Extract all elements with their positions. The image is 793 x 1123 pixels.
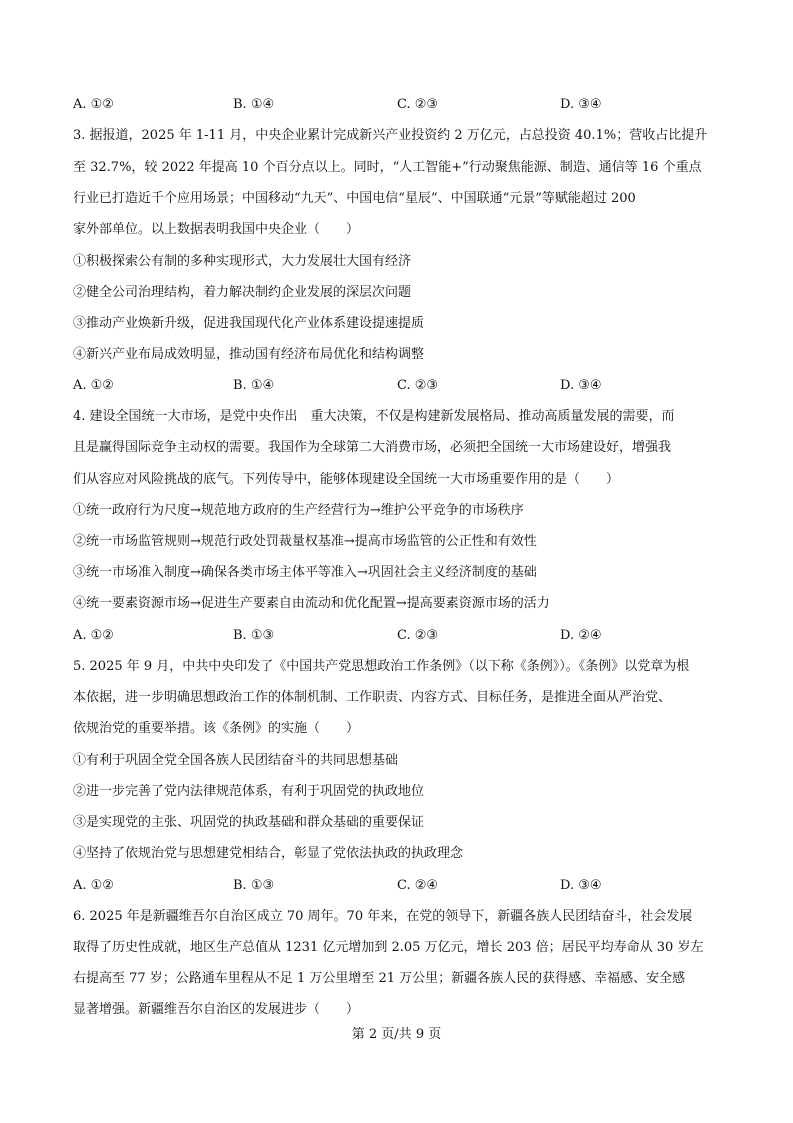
q3-option-d: D. ③④ [560,378,602,393]
q3-options [73,378,723,394]
q4-item-1: ①统一政府行为尺度→规范地方政府的生产经营行为→维护公平竞争的市场秩序 [73,503,524,518]
q3-stem-line-1: 3. 据报道，2025 年 1-11 月，中央企业累计完成新兴产业投资约 2 万亿元，占总投资 40.1%；营收占比提升 [73,128,708,143]
q6-stem-line-2: 取得了历史性成就，地区生产总值从 1231 亿元增加到 2.05 万亿元，增长 203 倍；居民平均寿命从 30 岁左 [73,940,704,955]
q6-stem-line-4: 显著增强。新疆维吾尔自治区的发展进步（ ） [73,1002,360,1017]
q5-option-a: A. ①② [73,878,114,893]
q2-option-d: D. ③④ [560,97,602,112]
q4-item-4: ④统一要素资源市场→促进生产要素自由流动和优化配置→提高要素资源市场的活力 [73,596,550,611]
q4-option-b: B. ①③ [233,628,275,643]
q6-stem-line-3: 右提高至 77 岁；公路通车里程从不足 1 万公里增至 21 万公里；新疆各族人民的获得感、幸福感、安全感 [73,971,686,986]
q3-stem-line-3: 行业已打造近千个应用场景；中国移动“九天”、中国电信“星辰”、中国联通“元景”等赋能超过 200 [73,191,636,206]
q6-stem-line-1: 6. 2025 年是新疆维吾尔自治区成立 70 周年。70 年来，在党的领导下，新疆各族人民团结奋斗，社会发展 [73,909,693,924]
q4-options [73,628,723,644]
q3-stem-line-4: 家外部单位。以上数据表明我国中央企业（ ） [73,222,360,237]
q5-item-4: ④坚持了依规治党与思想建党相结合，彰显了党依法执政的执政理念 [73,846,464,861]
q2-option-a: A. ①② [73,97,114,112]
q3-item-4: ④新兴产业布局成效明显，推动国有经济布局优化和结构调整 [73,347,425,362]
q5-option-c: C. ②④ [397,878,439,893]
q3-option-a: A. ①② [73,378,114,393]
q3-item-2: ②健全公司治理结构，着力解决制约企业发展的深层次问题 [73,285,412,300]
q4-option-d: D. ②④ [560,628,602,643]
q5-stem-line-1: 5. 2025 年 9 月，中共中央印发了《中国共产党思想政治工作条例》（以下称《条例》）。《条例》以党章为根 [73,659,690,674]
q3-option-c: C. ②③ [397,378,439,393]
q3-item-3: ③推动产业焕新升级，促进我国现代化产业体系建设提速提质 [73,316,425,331]
q2-option-b: B. ①④ [233,97,275,112]
q2-options [73,97,723,113]
q5-options [73,878,723,894]
q5-item-2: ②进一步完善了党内法律规范体系，有利于巩固党的执政地位 [73,784,425,799]
q5-option-d: D. ③④ [560,878,602,893]
q4-stem-line-3: 们从容应对风险挑战的底气。下列传导中，能够体现建设全国统一大市场重要作用的是（ ） [73,472,620,487]
q5-stem-line-2: 本依据，进一步明确思想政治工作的体制机制、工作职责、内容方式、目标任务，是推进全面从严治党、 [73,690,672,705]
q5-item-3: ③是实现党的主张、巩固党的执政基础和群众基础的重要保证 [73,815,425,830]
q3-item-1: ①积极探索公有制的多种实现形式，大力发展壮大国有经济 [73,254,412,269]
q5-stem-line-3: 依规治党的重要举措。该《条例》的实施（ ） [73,721,360,736]
q5-item-1: ①有利于巩固全党全国各族人民团结奋斗的共同思想基础 [73,753,399,768]
q4-option-c: C. ②③ [397,628,439,643]
q5-option-b: B. ①③ [233,878,275,893]
q4-stem-line-1: 4. 建设全国统一大市场，是党中央作出 重大决策，不仅是构建新发展格局、推动高质量发展的需要，而 [73,409,675,424]
q2-option-c: C. ②③ [397,97,439,112]
q4-stem-line-2: 且是赢得国际竞争主动权的需要。我国作为全球第二大消费市场，必须把全国统一大市场建设好，增强我 [73,440,672,455]
page-footer: 第 2 页/共 9 页 [351,1027,442,1042]
q3-stem-line-2: 至 32.7%，较 2022 年提高 10 个百分点以上。同时，“人工智能+”行动聚焦能源、制造、通信等 16 个重点 [73,160,702,175]
q4-item-2: ②统一市场监管规则→规范行政处罚裁量权基准→提高市场监管的公正性和有效性 [73,534,537,549]
q3-option-b: B. ①④ [233,378,275,393]
q4-option-a: A. ①② [73,628,114,643]
q4-item-3: ③统一市场准入制度→确保各类市场主体平等准入→巩固社会主义经济制度的基础 [73,565,537,580]
